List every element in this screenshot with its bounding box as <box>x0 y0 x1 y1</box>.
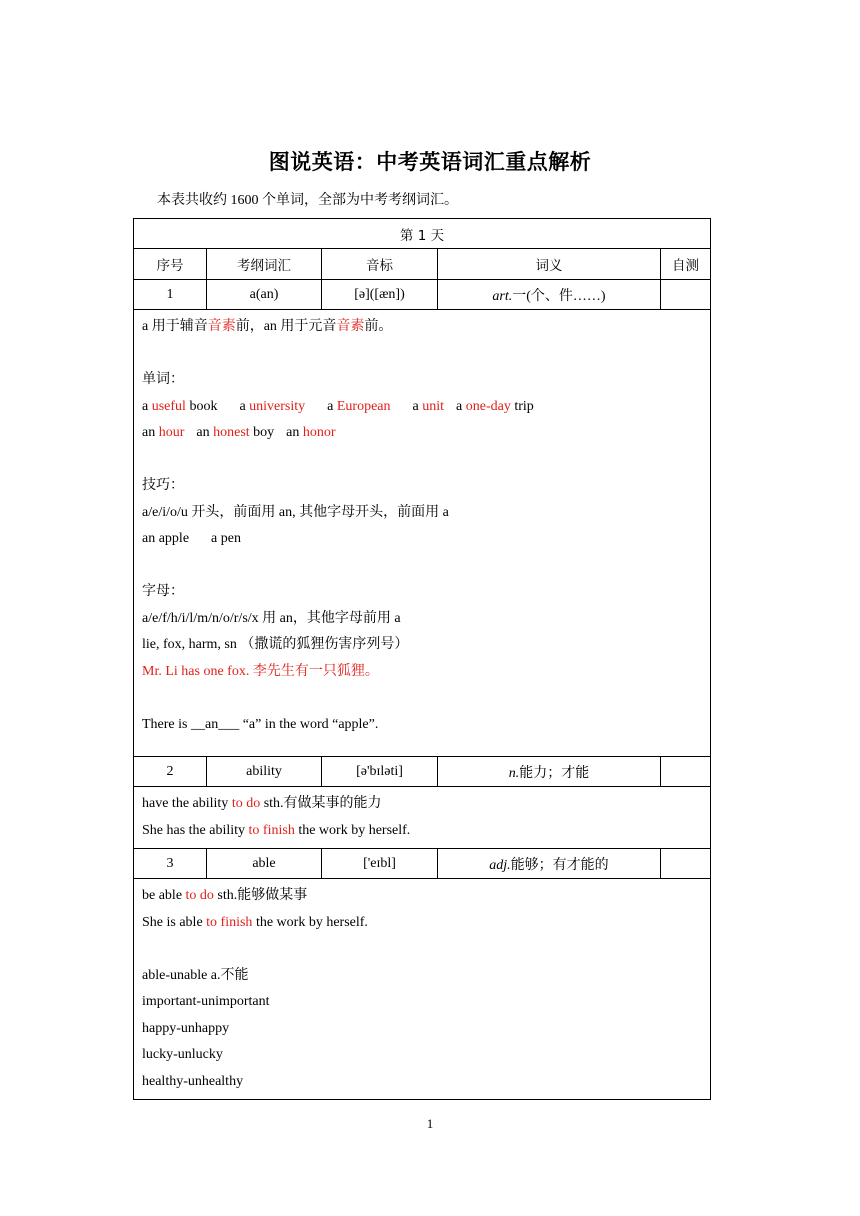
entry-num: 3 <box>134 849 207 879</box>
detail-line: a/e/i/o/u 开头，前面用 an, 其他字母开头，前面用 a <box>142 504 449 520</box>
day-header: 第 1 天 <box>134 219 711 249</box>
entry-pos: adj. <box>489 857 511 873</box>
detail-line: Mr. Li has one fox. 李先生有一只狐狸。 <box>142 663 379 679</box>
entry-meaning-text: 一(个、件……) <box>512 288 606 304</box>
detail-line: happy-unhappy <box>142 1020 230 1036</box>
header-meaning: 词义 <box>438 249 661 280</box>
header-phonetic: 音标 <box>322 249 438 280</box>
entry-meaning <box>438 849 661 879</box>
page-number: 1 <box>426 1116 434 1131</box>
detail-line: able-unable a.不能 <box>142 967 249 983</box>
detail-line: lie, fox, harm, sn （撒谎的狐狸伤害序列号） <box>142 637 409 652</box>
entry-phonetic: ['eɪbl] <box>322 849 438 879</box>
detail-line: important-unimportant <box>142 994 270 1009</box>
entry-word: able <box>207 849 322 879</box>
detail-line: a 用于辅音音素前，an 用于元音音素前。 <box>142 319 393 334</box>
entry-meaning <box>438 757 661 787</box>
detail-line: There is __an___ “a” in the word “apple”. <box>142 716 379 732</box>
detail-line: She is able to finish the work by herself. <box>142 914 368 930</box>
intro-text: 本表共收约 1600 个单词，全部为中考考纲词汇。 <box>157 193 458 208</box>
entry-num: 2 <box>134 757 207 787</box>
detail-line: 单词： <box>142 372 184 387</box>
entry-num: 1 <box>134 280 207 310</box>
entry-meaning-text: 能够；有才能的 <box>510 857 609 873</box>
detail-line: be able to do sth.能够做某事 <box>142 888 308 903</box>
table-row <box>134 849 711 879</box>
entry-meaning <box>438 280 661 310</box>
entry-pos: art. <box>492 288 513 304</box>
detail-line: have the ability to do sth.有做某事的能力 <box>142 796 382 811</box>
entry-word: a(an) <box>207 280 322 310</box>
detail-line: lucky-unlucky <box>142 1047 223 1062</box>
entry-detail <box>134 879 711 1100</box>
detail-line: a/e/f/h/i/l/m/n/o/r/s/x 用 an，其他字母前用 a <box>142 610 401 626</box>
table-row <box>134 280 711 310</box>
detail-line: 字母： <box>142 584 184 599</box>
vocabulary-table <box>133 218 711 1100</box>
detail-line: an hour an honest boy an honor <box>142 425 336 440</box>
entry-meaning-text: 能力；才能 <box>519 765 590 781</box>
entry-word: ability <box>207 757 322 787</box>
entry-phonetic: [ə'bɪləti] <box>322 757 438 787</box>
entry-detail <box>134 310 711 757</box>
header-word: 考纲词汇 <box>207 249 322 280</box>
entry-selftest[interactable] <box>661 280 711 310</box>
entry-phonetic: [ə]([æn]) <box>322 280 438 310</box>
table-row <box>134 757 711 787</box>
entry-pos: n. <box>508 765 520 781</box>
detail-line: a useful book a university a European a unit a one-day trip <box>142 398 534 414</box>
entry-selftest[interactable] <box>661 849 711 879</box>
detail-line: She has the ability to finish the work by herself. <box>142 822 411 838</box>
header-selftest: 自测 <box>661 249 711 280</box>
header-num: 序号 <box>134 249 207 280</box>
page-title: 图说英语：中考英语词汇重点解析 <box>268 150 592 174</box>
entry-selftest[interactable] <box>661 757 711 787</box>
header-row <box>134 249 711 280</box>
detail-line: healthy-unhealthy <box>142 1073 244 1089</box>
detail-line: an apple a pen <box>142 531 241 546</box>
detail-line: 技巧： <box>142 478 184 493</box>
entry-detail <box>134 787 711 849</box>
